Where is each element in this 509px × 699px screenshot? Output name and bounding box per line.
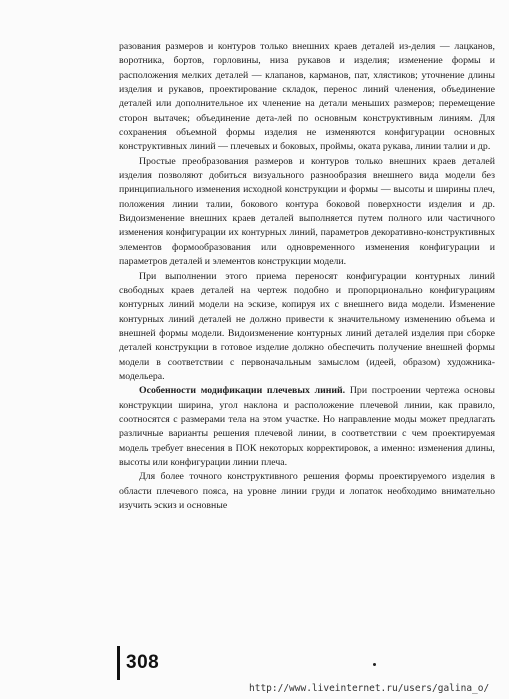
section-heading: Особенности модификации плечевых линий. bbox=[139, 385, 346, 397]
paragraph-1: разования размеров и контуров только внешних краев деталей из-делия — лацканов, воротника, бортов, горловины, низа рукавов и изделия; изменение формы и расположения мелких деталей — клапанов, карманов, пат, хлястиков; уточнение длины изделия и рукавов, проектирование складок, перенос линий членения, объединение деталей или дополнительное их членение на детали меньших размеров; перемещение сторон вытачек; объединение дета-лей по основным конструктивным линиям. Для сохранения объемной формы изделия не изменяются конфигурации основных конструктивных линий — плечевых и боковых, проймы, оката рукава, линии талии и др. bbox=[119, 41, 495, 153]
paragraph-5: Для более точного конструктивного решения формы проектируемого изделия в области плечевого пояса, на уровне линии груди и лопаток необходимо внимательно изучить эскиз и основные bbox=[119, 471, 495, 511]
source-watermark: http://www.liveinternet.ru/users/galina_o/ bbox=[249, 683, 490, 694]
paragraph-3: При выполнении этого приема переносят конфигурации контурных линий свободных краев деталей на чертеж подобно и пропорционально конфигурациям контурных линий модели на эскизе, копируя их с внешнего вида модели. Изменение контурных линий деталей не должно привести к значительному изменению объема и внешней формы модели. Видоизменение контурных линий деталей изделия при сборке деталей конструкции в готовое изделие должно обеспечить получение внешней формы модели в соответствии с первоначальным замыслом (идеей, образом) художника-модельера. bbox=[119, 270, 495, 382]
section-text: При построении чертежа основы конструкции ширина, угол наклона и расположение плечевой линии, как правило, соотносятся с размерами тела на этом участке. Но направление моды может предлагать различные варианты решения плечевой линии, в соответствии с чем проектируемая модель требует внесения в ПОК некоторых корректировок, а именно: изменения длины, высоты или конфигурации линии плеча. bbox=[119, 385, 495, 468]
page-number: 308 bbox=[126, 652, 160, 673]
body-text bbox=[119, 40, 495, 513]
paragraph-2: Простые преобразования размеров и контуров только внешних краев деталей изделия позволяют добиться визуального разнообразия внешнего вида модели без принципиального изменения исходной конструкции и формы — высоты и ширины плеч, положения линии талии, бокового контура боковой поверхности изделия и др. Видоизменение внешних краев деталей выполняется путем полного или частичного изменения конфигурации их контурных линий, параметров декоративно-конструктивных элементов формообразования или одновременного изменения конфигурации и параметров деталей и элементов конструкции модели. bbox=[119, 155, 495, 268]
section-paragraph bbox=[119, 384, 495, 470]
print-dot bbox=[373, 663, 376, 666]
page-number-bar bbox=[117, 646, 120, 680]
